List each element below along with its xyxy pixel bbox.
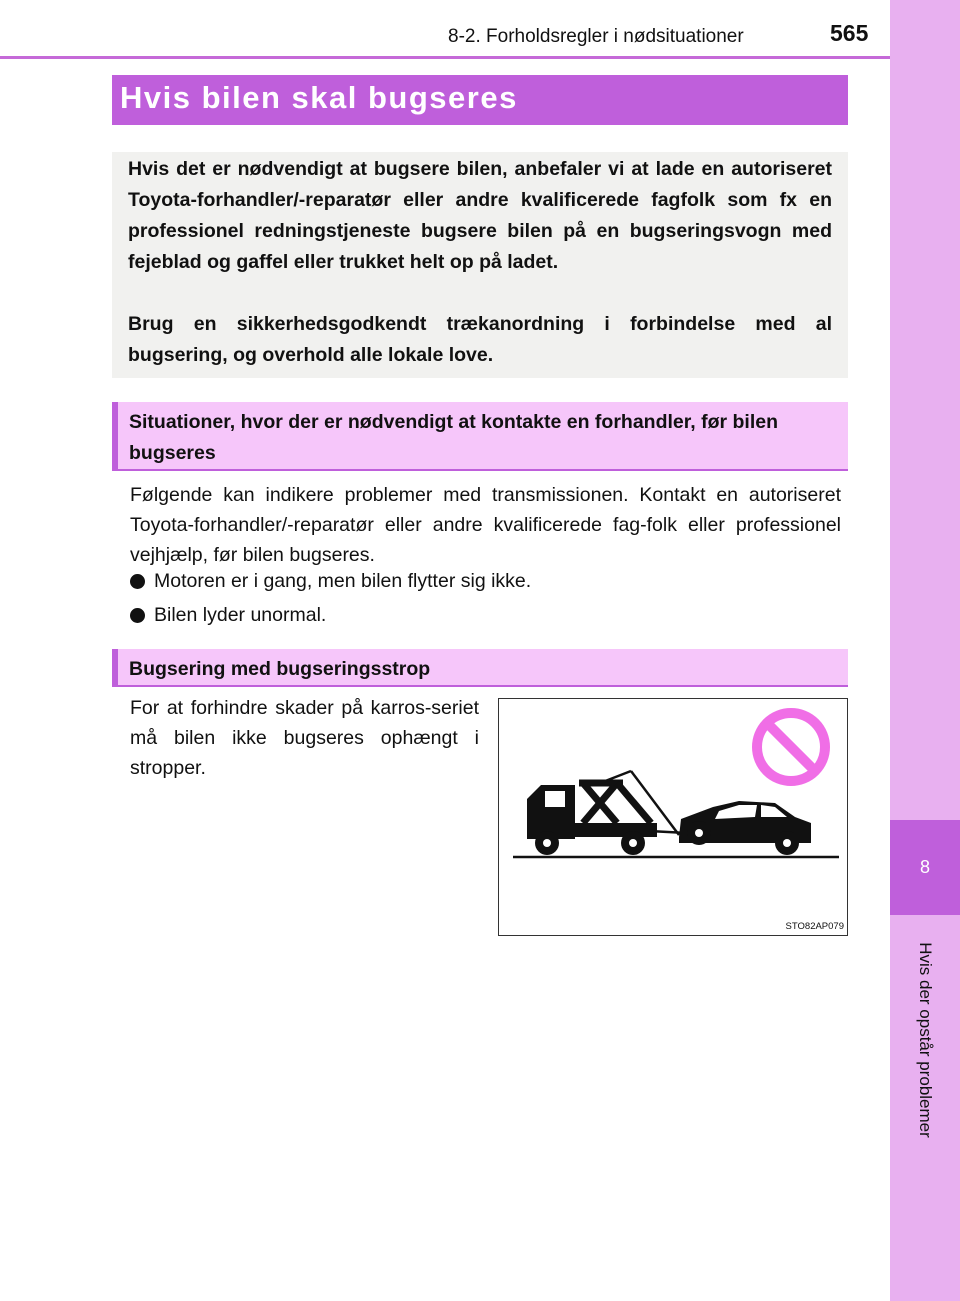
bullet-text: Bilen lyder unormal. (154, 604, 327, 626)
tow-truck-illustration (499, 699, 847, 935)
bullet-text: Motoren er i gang, men bilen flytter sig ikke. (154, 570, 532, 592)
bullet-icon (130, 574, 145, 589)
illustration-code: STO82AP079 (785, 921, 844, 932)
section-heading-dealer-text: Situationer, hvor der er nødvendigt at kontakte en forhandler, før bilen bugseres (129, 411, 779, 464)
strap-towing-text: For at forhindre skader på karros-seriet må bilen ikke bugseres ophængt i stropper. (130, 697, 479, 779)
page-number: 565 (830, 20, 869, 46)
truck-bed (575, 823, 657, 837)
intro-box (112, 152, 848, 378)
chapter-number: 8 (919, 857, 930, 877)
header-rule (0, 56, 890, 59)
chapter-title: Hvis der opstår problemer (916, 942, 935, 1138)
sling-towing-prohibited-illustration (498, 698, 848, 936)
section-heading-dealer (112, 402, 848, 471)
cab-window (545, 791, 565, 807)
prohibition-slash (767, 723, 815, 771)
page-title-bar (112, 75, 848, 125)
transmission-warning-text: Følgende kan indikere problemer med transmissionen. Kontakt en autoriseret Toyota-forhandler/-reparatør eller andre kvalificerede fag-folk eller professionel vejhjælp, før bilen bugseres. (130, 484, 841, 566)
bullet-item (130, 570, 531, 593)
intro-paragraph-1: Hvis det er nødvendigt at bugsere bilen, anbefaler vi at lade en autoriseret Toyota-forhandler/-reparatør eller andre kvalificerede fagfolk som fx en professionel redningstjeneste bugsere bilen på en bugseringsvogn med fejeblad og gaffel eller trukket helt op på ladet. (128, 158, 832, 273)
sidebar-tab-upper (890, 0, 960, 860)
header-section-title: 8-2. Forholdsregler i nødsituationer (448, 26, 744, 47)
bullet-item (130, 604, 326, 627)
bullet-icon (130, 608, 145, 623)
section-heading-strap (112, 649, 848, 687)
intro-paragraph-2: Brug en sikkerhedsgodkendt trækanordning i forbindelse med al bugsering, og overhold alle lokale love. (128, 313, 832, 366)
page-title: Hvis bilen skal bugseres (120, 80, 518, 115)
section-heading-strap-text: Bugsering med bugseringsstrop (129, 658, 431, 680)
chapter-number-tab (890, 820, 960, 915)
